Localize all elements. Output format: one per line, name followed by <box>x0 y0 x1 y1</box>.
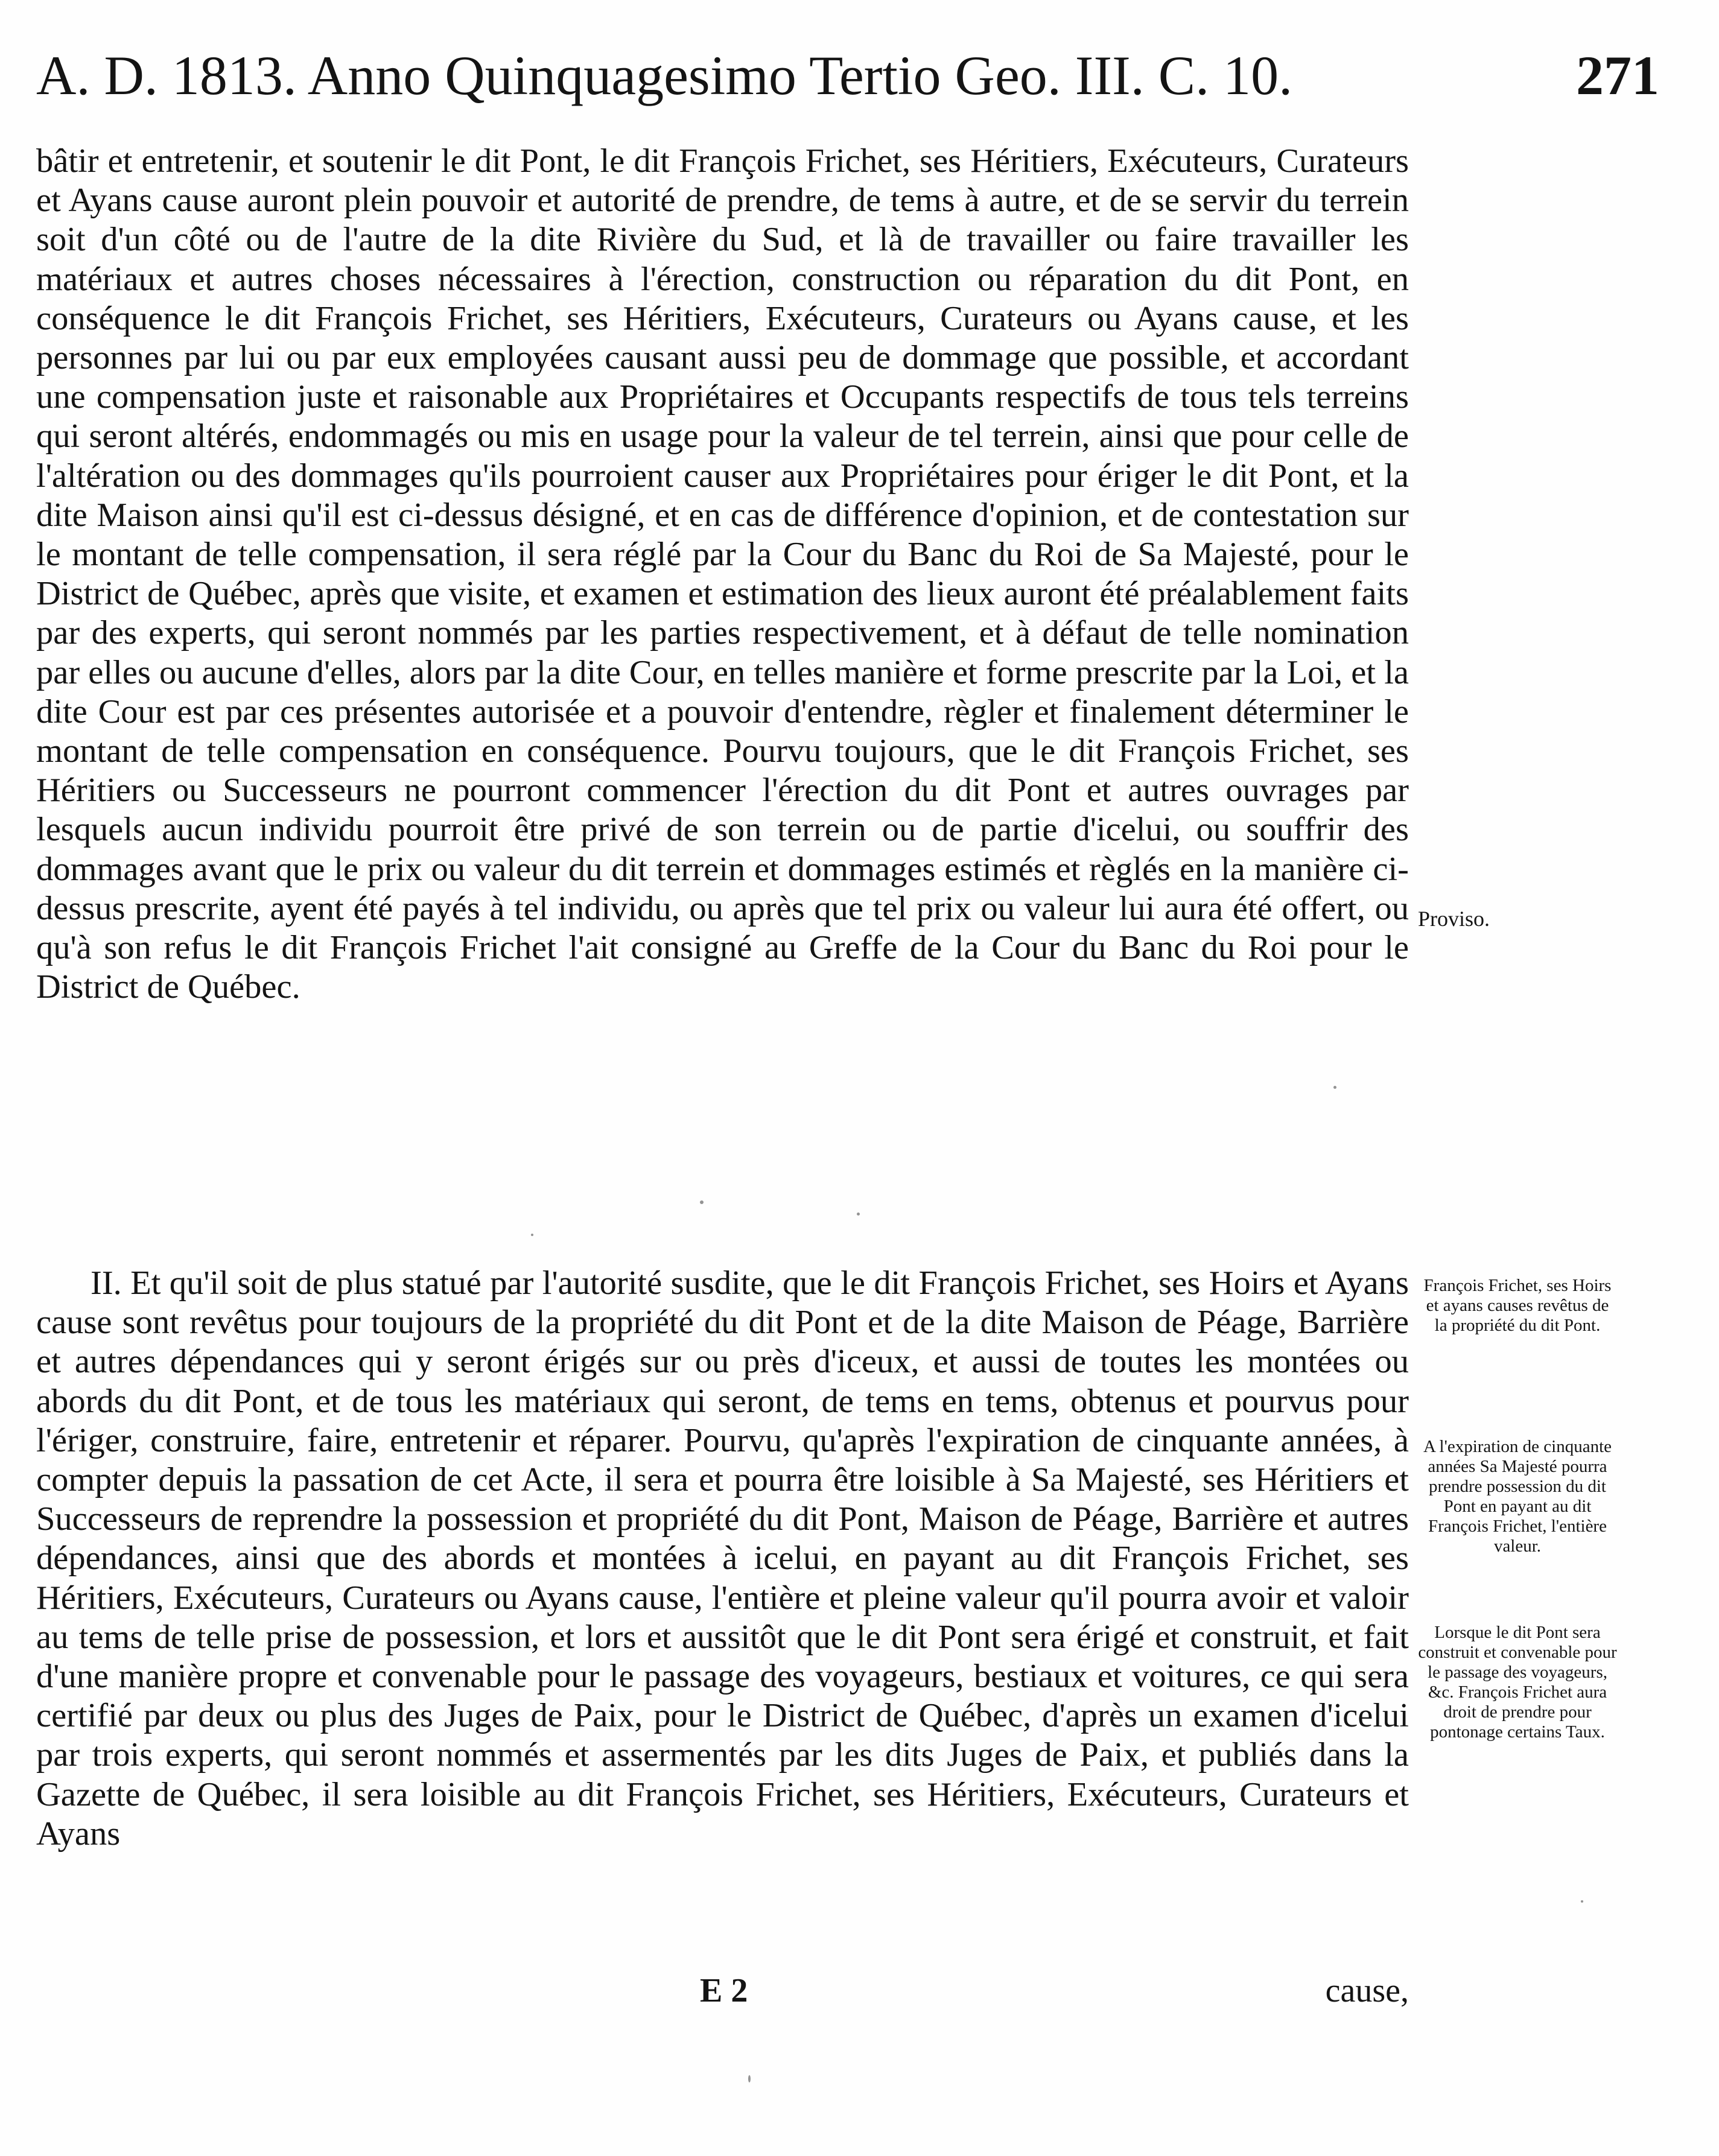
signature-mark: E 2 <box>700 1972 748 2009</box>
margin-note-property: François Frichet, ses Hoirs et ayans causes revêtus de la propriété du dit Pont. <box>1423 1276 1612 1335</box>
section-1-paragraph: bâtir et entretenir, et soutenir le dit Pont, le dit François Frichet, ses Héritiers, Exécuteurs, Curateurs et Ayans cause auront plein pouvoir et autorité de prendre, de tems à autre, et de se servir du terrein soit d'un côté ou de l'autre de la dite Rivière du Sud, et là de travailler ou faire travailler les matériaux et autres choses nécessaires à l'érection, construction ou réparation du dit Pont, en conséquence le dit François Frichet, ses Héritiers, Exécuteurs, Curateurs ou Ayans cause, et les personnes par lui ou par eux employées causant aussi peu de dommage que possible, et accordant une compensation juste et raisonable aux Propriétaires et Occupants respectifs de tous tels terreins qui seront altérés, endommagés ou mis en usage pour la valeur de tel terrein, ainsi que pour celle de l'altération ou des dommages qu'ils pourroient causer aux Propriétaires pour ériger le dit Pont, et la dite Maison ainsi qu'il est ci-dessus désigné, et en cas de différence d'opinion, et de contestation sur le montant de telle compensation, il sera réglé par la Cour du Banc du Roi de Sa Majesté, pour le District de Québec, après que visite, et examen et estimation des lieux auront été préalablement faits par des experts, qui seront nommés par les parties respectivement, et à défaut de telle nomination par elles ou aucune d'elles, alors par la dite Cour, en telles manière et forme prescrite par la Loi, et la dite Cour est par ces présentes autorisée et a pouvoir d'entendre, règler et finalement déterminer le montant de telle compensation en conséquence. Pourvu toujours, que le dit François Frichet, ses Héritiers ou Successeurs ne pourront commencer l'érection du dit Pont et autres ouvrages par lesquels aucun individu pourroit être privé de son terrein ou de partie d'icelui, ou souffrir des dommages avant que le prix ou valeur du dit terrein et dommages estimés et règlés en la manière ci-dessus prescrite, ayent été payés à tel individu, ou après que tel prix ou valeur lui aura été offert, ou qu'à son refus le dit François Frichet l'ait consigné au Greffe de la Cour du Banc du Roi pour le District de Québec. <box>36 142 1409 1006</box>
page-footer <box>36 1970 1409 2012</box>
act-title: A. D. 1813. Anno Quinquagesimo Tertio Geo. III. C. 10. <box>36 45 1293 106</box>
catchword: cause, <box>1325 1972 1409 2009</box>
scan-speckle <box>1581 1900 1583 1903</box>
scan-speckle <box>1333 1086 1336 1089</box>
section-1-column <box>36 142 1409 1007</box>
margin-note-tolls: Lorsque le dit Pont sera construit et convenable pour le passage des voyageurs, &c. François Frichet aura droit de prendre pour pontonage certains Taux. <box>1418 1623 1617 1742</box>
section-2-paragraph: II. Et qu'il soit de plus statué par l'autorité susdite, que le dit François Frichet, ses Hoirs et Ayans cause sont revêtus pour toujours de la propriété du dit Pont et de la dite Maison de Péage, Barrière et autres dépendances qui y seront érigés sur ou près d'iceux, et aussi de toutes les montées ou abords du dit Pont, et de tous les matériaux qui seront, de tems en tems, obtenus et pourvus pour l'ériger, construire, faire, entretenir et réparer. Pourvu, qu'après l'expiration de cinquante années, à compter depuis la passation de cet Acte, il sera et pourra être loisible à Sa Majesté, ses Héritiers et Successeurs de reprendre la possession et propriété du dit Pont, Maison de Péage, Barrière et autres dépendances, ainsi que des abords et montées à icelui, en payant au dit François Frichet, ses Héritiers, Exécuteurs, Curateurs ou Ayans cause, l'entière et pleine valeur qu'il pourra avoir et valoir au tems de telle prise de possession, et lors et aussitôt que le dit Pont sera érigé et construit, et fait d'une manière propre et convenable pour le passage des voyageurs, bestiaux et voitures, ce qui sera certifié par deux ou plus des Juges de Paix, pour le District de Québec, d'après un examen d'icelui par trois experts, qui seront nommés et assermentés par les dits Juges de Paix, et publiés dans la Gazette de Québec, il sera loisible au dit François Frichet, ses Héritiers, Exécuteurs, Curateurs et Ayans <box>36 1264 1409 1853</box>
section-2-column <box>36 1264 1409 1854</box>
scan-speckle <box>700 1200 704 1204</box>
running-head <box>36 30 1659 121</box>
margin-note-proviso: Proviso. <box>1418 907 1490 931</box>
scan-speckle <box>748 2075 751 2082</box>
scan-speckle <box>857 1213 860 1216</box>
margin-note-expiration: A l'expiration de cinquante années Sa Majesté pourra prendre possession du dit Pont en payant au dit François Frichet, l'entière valeur. <box>1423 1437 1612 1556</box>
scan-speckle <box>531 1234 533 1236</box>
page-number: 271 <box>1576 45 1659 106</box>
